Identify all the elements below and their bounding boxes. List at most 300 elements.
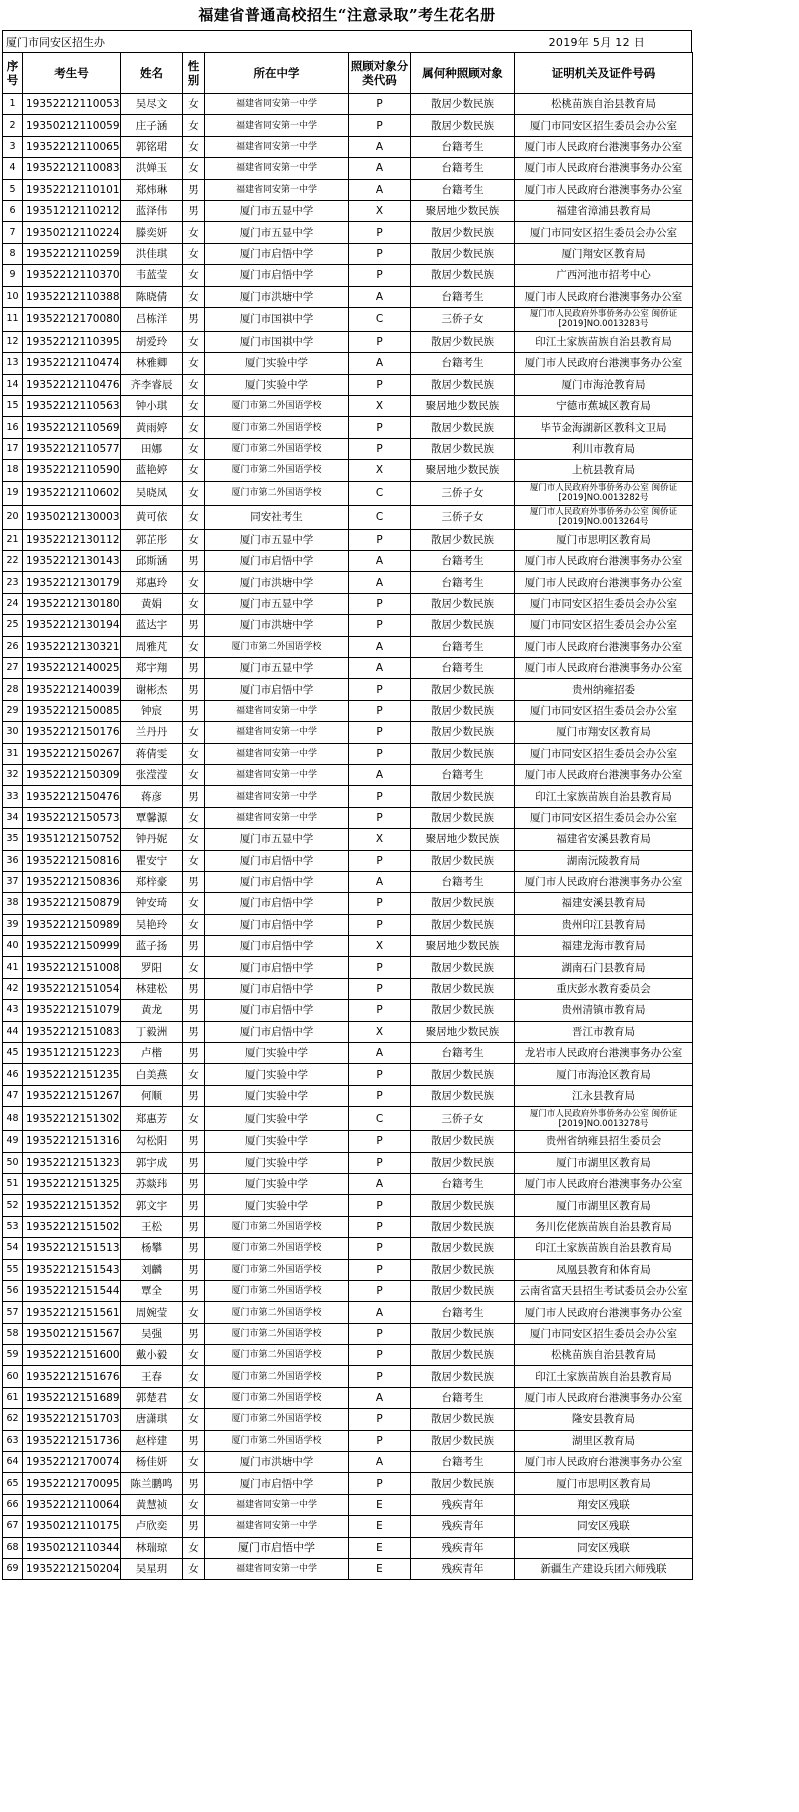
certifier: 江永县教育局 xyxy=(515,1085,693,1106)
care-code: A xyxy=(349,1043,411,1064)
student-name: 郭芷彤 xyxy=(121,529,183,550)
school-name: 福建省同安第一中学 xyxy=(205,700,349,721)
table-row xyxy=(3,1452,693,1473)
care-type: 散居少数民族 xyxy=(411,786,515,807)
exam-id: 19352212170074 xyxy=(23,1452,121,1473)
table-row xyxy=(3,505,693,529)
school-name: 厦门市启悟中学 xyxy=(205,1021,349,1042)
student-name: 吴尽文 xyxy=(121,94,183,115)
exam-id: 19352212170080 xyxy=(23,307,121,331)
student-name: 钟宸 xyxy=(121,700,183,721)
student-sex: 女 xyxy=(183,374,205,395)
care-type: 散居少数民族 xyxy=(411,438,515,459)
table-row xyxy=(3,1559,693,1580)
care-type: 散居少数民族 xyxy=(411,700,515,721)
row-number: 19 xyxy=(3,481,23,505)
student-name: 赵梓建 xyxy=(121,1430,183,1451)
school-name: 厦门市第二外国语学校 xyxy=(205,396,349,417)
certifier: 厦门市人民政府台港澳事务办公室 xyxy=(515,286,693,307)
row-number: 69 xyxy=(3,1559,23,1580)
school-name: 厦门市启悟中学 xyxy=(205,243,349,264)
table-row xyxy=(3,764,693,785)
care-code: P xyxy=(349,1152,411,1173)
exam-id: 19352212130180 xyxy=(23,593,121,614)
care-type: 聚居地少数民族 xyxy=(411,936,515,957)
row-number: 42 xyxy=(3,978,23,999)
exam-id: 19352212151736 xyxy=(23,1430,121,1451)
roster-body xyxy=(3,94,693,1580)
row-number: 68 xyxy=(3,1537,23,1558)
care-type: 台籍考生 xyxy=(411,1452,515,1473)
student-name: 卢楷 xyxy=(121,1043,183,1064)
school-name: 厦门市五显中学 xyxy=(205,222,349,243)
certifier: 厦门市人民政府外事侨务办公室 闽侨证[2019]NO.0013264号 xyxy=(515,505,693,529)
certifier: 厦门市同安区招生委员会办公室 xyxy=(515,615,693,636)
exam-id: 19352212150176 xyxy=(23,722,121,743)
student-name: 钟丹妮 xyxy=(121,829,183,850)
student-name: 郑炜琳 xyxy=(121,179,183,200)
row-number: 41 xyxy=(3,957,23,978)
table-row xyxy=(3,1387,693,1408)
student-sex: 女 xyxy=(183,1387,205,1408)
school-name: 福建省同安第一中学 xyxy=(205,743,349,764)
row-number: 6 xyxy=(3,200,23,221)
care-type: 散居少数民族 xyxy=(411,1238,515,1259)
care-code: P xyxy=(349,786,411,807)
care-type: 散居少数民族 xyxy=(411,1000,515,1021)
table-row xyxy=(3,657,693,678)
certifier: 贵州清镇市教育局 xyxy=(515,1000,693,1021)
student-sex: 女 xyxy=(183,396,205,417)
table-row xyxy=(3,136,693,157)
student-sex: 女 xyxy=(183,1302,205,1323)
student-sex: 男 xyxy=(183,1043,205,1064)
school-name: 厦门市国祺中学 xyxy=(205,307,349,331)
student-name: 周婉莹 xyxy=(121,1302,183,1323)
table-row xyxy=(3,1345,693,1366)
row-number: 38 xyxy=(3,893,23,914)
col-header-name: 姓名 xyxy=(121,53,183,94)
table-row xyxy=(3,396,693,417)
student-name: 郑惠芳 xyxy=(121,1107,183,1131)
row-number: 17 xyxy=(3,438,23,459)
school-name: 厦门市启悟中学 xyxy=(205,957,349,978)
row-number: 16 xyxy=(3,417,23,438)
certifier: 厦门市同安区招生委员会办公室 xyxy=(515,1323,693,1344)
care-code: P xyxy=(349,1409,411,1430)
certifier: 厦门市湖里区教育局 xyxy=(515,1152,693,1173)
office-date-bar xyxy=(2,30,692,52)
care-code: P xyxy=(349,265,411,286)
student-name: 吴强 xyxy=(121,1323,183,1344)
table-row xyxy=(3,1473,693,1494)
table-row xyxy=(3,481,693,505)
student-name: 周雅芃 xyxy=(121,636,183,657)
care-code: A xyxy=(349,1173,411,1194)
school-name: 厦门市第二外国语学校 xyxy=(205,1216,349,1237)
col-header-care-type: 属何种照顾对象 xyxy=(411,53,515,94)
exam-id: 19352212110395 xyxy=(23,331,121,352)
row-number: 46 xyxy=(3,1064,23,1085)
exam-id: 19350212110175 xyxy=(23,1516,121,1537)
care-type: 散居少数民族 xyxy=(411,850,515,871)
row-number: 36 xyxy=(3,850,23,871)
care-code: P xyxy=(349,1064,411,1085)
student-name: 戴小毅 xyxy=(121,1345,183,1366)
student-name: 郭楚君 xyxy=(121,1387,183,1408)
table-row xyxy=(3,417,693,438)
exam-id: 19352212151600 xyxy=(23,1345,121,1366)
certifier: 厦门市海沧区教育局 xyxy=(515,1064,693,1085)
exam-id: 19352212140039 xyxy=(23,679,121,700)
student-sex: 女 xyxy=(183,1064,205,1085)
row-number: 52 xyxy=(3,1195,23,1216)
school-name: 厦门市启悟中学 xyxy=(205,871,349,892)
certifier: 印江土家族苗族自治县教育局 xyxy=(515,786,693,807)
care-type: 台籍考生 xyxy=(411,572,515,593)
care-type: 聚居地少数民族 xyxy=(411,829,515,850)
exam-id: 19352212110602 xyxy=(23,481,121,505)
student-name: 韦蓝莹 xyxy=(121,265,183,286)
row-number: 2 xyxy=(3,115,23,136)
exam-id: 19352212151352 xyxy=(23,1195,121,1216)
row-number: 26 xyxy=(3,636,23,657)
care-type: 台籍考生 xyxy=(411,353,515,374)
exam-id: 19350212110224 xyxy=(23,222,121,243)
care-type: 散居少数民族 xyxy=(411,331,515,352)
student-sex: 女 xyxy=(183,572,205,593)
student-name: 郭铭珺 xyxy=(121,136,183,157)
care-type: 散居少数民族 xyxy=(411,1345,515,1366)
row-number: 61 xyxy=(3,1387,23,1408)
student-name: 庄子涵 xyxy=(121,115,183,136)
student-sex: 男 xyxy=(183,700,205,721)
exam-id: 19352212110064 xyxy=(23,1494,121,1515)
exam-id: 19352212150204 xyxy=(23,1559,121,1580)
care-code: P xyxy=(349,893,411,914)
student-name: 钟安琦 xyxy=(121,893,183,914)
certifier: 厦门市人民政府外事侨务办公室 闽侨证[2019]NO.0013278号 xyxy=(515,1107,693,1131)
school-name: 厦门市洪塘中学 xyxy=(205,615,349,636)
table-row xyxy=(3,374,693,395)
row-number: 67 xyxy=(3,1516,23,1537)
student-sex: 男 xyxy=(183,1238,205,1259)
student-sex: 男 xyxy=(183,179,205,200)
student-name: 覃馨源 xyxy=(121,807,183,828)
school-name: 厦门市启悟中学 xyxy=(205,265,349,286)
student-name: 林建松 xyxy=(121,978,183,999)
student-sex: 女 xyxy=(183,893,205,914)
student-name: 陈兰鹏鸣 xyxy=(121,1473,183,1494)
student-sex: 女 xyxy=(183,158,205,179)
care-type: 散居少数民族 xyxy=(411,115,515,136)
exam-id: 19352212130143 xyxy=(23,551,121,572)
care-code: A xyxy=(349,1302,411,1323)
exam-id: 19352212150573 xyxy=(23,807,121,828)
table-row xyxy=(3,1064,693,1085)
exam-id: 19352212110569 xyxy=(23,417,121,438)
student-sex: 女 xyxy=(183,136,205,157)
table-row xyxy=(3,529,693,550)
table-row xyxy=(3,1131,693,1152)
row-number: 21 xyxy=(3,529,23,550)
care-code: A xyxy=(349,1452,411,1473)
student-name: 郑宇翔 xyxy=(121,657,183,678)
student-sex: 女 xyxy=(183,505,205,529)
table-row xyxy=(3,460,693,481)
certifier: 湖南石门县教育局 xyxy=(515,957,693,978)
exam-id: 19352212110474 xyxy=(23,353,121,374)
certifier: 贵州纳雍招委 xyxy=(515,679,693,700)
school-name: 厦门市第二外国语学校 xyxy=(205,438,349,459)
student-sex: 女 xyxy=(183,1559,205,1580)
certifier: 湖里区教育局 xyxy=(515,1430,693,1451)
exam-id: 19352212151079 xyxy=(23,1000,121,1021)
certifier: 松桃苗族自治县教育局 xyxy=(515,1345,693,1366)
certifier: 厦门市人民政府台港澳事务办公室 xyxy=(515,179,693,200)
care-code: P xyxy=(349,978,411,999)
care-code: X xyxy=(349,936,411,957)
school-name: 厦门实验中学 xyxy=(205,1173,349,1194)
school-name: 厦门市第二外国语学校 xyxy=(205,417,349,438)
exam-id: 19352212151544 xyxy=(23,1280,121,1301)
care-code: P xyxy=(349,374,411,395)
care-code: P xyxy=(349,850,411,871)
school-name: 福建省同安第一中学 xyxy=(205,1494,349,1515)
certifier: 务川仡佬族苗族自治县教育局 xyxy=(515,1216,693,1237)
exam-id: 19352212151054 xyxy=(23,978,121,999)
care-type: 散居少数民族 xyxy=(411,1323,515,1344)
student-sex: 女 xyxy=(183,286,205,307)
document-date: 2019年 5月 12 日 xyxy=(548,35,645,49)
row-number: 33 xyxy=(3,786,23,807)
student-sex: 女 xyxy=(183,914,205,935)
table-row xyxy=(3,871,693,892)
care-type: 台籍考生 xyxy=(411,636,515,657)
exam-id: 19350212110059 xyxy=(23,115,121,136)
table-row xyxy=(3,94,693,115)
student-sex: 女 xyxy=(183,331,205,352)
care-code: C xyxy=(349,307,411,331)
care-code: X xyxy=(349,460,411,481)
exam-id: 19352212150267 xyxy=(23,743,121,764)
header-row xyxy=(3,53,693,94)
certifier: 贵州印江县教育局 xyxy=(515,914,693,935)
student-name: 黄慧祯 xyxy=(121,1494,183,1515)
care-code: E xyxy=(349,1516,411,1537)
row-number: 3 xyxy=(3,136,23,157)
student-sex: 男 xyxy=(183,978,205,999)
certifier: 厦门市人民政府台港澳事务办公室 xyxy=(515,636,693,657)
care-code: E xyxy=(349,1494,411,1515)
row-number: 14 xyxy=(3,374,23,395)
certifier: 松桃苗族自治县教育局 xyxy=(515,94,693,115)
care-type: 散居少数民族 xyxy=(411,374,515,395)
exam-id: 19352212151543 xyxy=(23,1259,121,1280)
student-sex: 男 xyxy=(183,1259,205,1280)
student-name: 黄可依 xyxy=(121,505,183,529)
care-code: A xyxy=(349,636,411,657)
table-row xyxy=(3,243,693,264)
student-sex: 女 xyxy=(183,636,205,657)
care-code: P xyxy=(349,679,411,700)
care-type: 散居少数民族 xyxy=(411,1195,515,1216)
student-sex: 女 xyxy=(183,593,205,614)
care-code: P xyxy=(349,1345,411,1366)
care-code: A xyxy=(349,657,411,678)
exam-id: 19351212151223 xyxy=(23,1043,121,1064)
care-code: A xyxy=(349,353,411,374)
certifier: 新疆生产建设兵团六师残联 xyxy=(515,1559,693,1580)
care-type: 台籍考生 xyxy=(411,158,515,179)
care-code: P xyxy=(349,957,411,978)
exam-id: 19352212151676 xyxy=(23,1366,121,1387)
care-code: A xyxy=(349,572,411,593)
exam-id: 19352212151008 xyxy=(23,957,121,978)
school-name: 厦门市启悟中学 xyxy=(205,850,349,871)
row-number: 48 xyxy=(3,1107,23,1131)
exam-id: 19352212151323 xyxy=(23,1152,121,1173)
exam-id: 19352212110053 xyxy=(23,94,121,115)
certifier: 厦门市同安区招生委员会办公室 xyxy=(515,115,693,136)
exam-id: 19352212150309 xyxy=(23,764,121,785)
care-code: P xyxy=(349,1000,411,1021)
table-row xyxy=(3,615,693,636)
table-row xyxy=(3,222,693,243)
care-code: X xyxy=(349,829,411,850)
table-row xyxy=(3,786,693,807)
certifier: 厦门市人民政府台港澳事务办公室 xyxy=(515,1302,693,1323)
student-sex: 女 xyxy=(183,1537,205,1558)
document-title: 福建省普通高校招生“注意录取”考生花名册 xyxy=(198,6,496,24)
table-row xyxy=(3,1195,693,1216)
care-type: 散居少数民族 xyxy=(411,914,515,935)
care-type: 三侨子女 xyxy=(411,481,515,505)
care-type: 散居少数民族 xyxy=(411,978,515,999)
certifier: 湖南沅陵教育局 xyxy=(515,850,693,871)
care-type: 台籍考生 xyxy=(411,179,515,200)
care-code: P xyxy=(349,1195,411,1216)
school-name: 厦门市第二外国语学校 xyxy=(205,1323,349,1344)
school-name: 厦门市洪塘中学 xyxy=(205,1452,349,1473)
exam-id: 19352212110590 xyxy=(23,460,121,481)
student-sex: 男 xyxy=(183,615,205,636)
certifier: 厦门市思明区教育局 xyxy=(515,1473,693,1494)
school-name: 厦门市洪塘中学 xyxy=(205,286,349,307)
care-type: 散居少数民族 xyxy=(411,417,515,438)
student-name: 苏燚玮 xyxy=(121,1173,183,1194)
care-type: 散居少数民族 xyxy=(411,1152,515,1173)
student-sex: 女 xyxy=(183,1366,205,1387)
student-sex: 女 xyxy=(183,807,205,828)
care-type: 残疾青年 xyxy=(411,1516,515,1537)
student-sex: 男 xyxy=(183,1323,205,1344)
certifier: 印江土家族苗族自治县教育局 xyxy=(515,331,693,352)
exam-id: 19352212150816 xyxy=(23,850,121,871)
exam-id: 19350212151567 xyxy=(23,1323,121,1344)
school-name: 福建省同安第一中学 xyxy=(205,1516,349,1537)
student-sex: 女 xyxy=(183,1452,205,1473)
certifier: 福建省漳浦县教育局 xyxy=(515,200,693,221)
certifier: 厦门市同安区招生委员会办公室 xyxy=(515,743,693,764)
care-type: 散居少数民族 xyxy=(411,1280,515,1301)
row-number: 57 xyxy=(3,1302,23,1323)
exam-id: 19352212170095 xyxy=(23,1473,121,1494)
care-type: 散居少数民族 xyxy=(411,593,515,614)
exam-id: 19352212110577 xyxy=(23,438,121,459)
school-name: 厦门市第二外国语学校 xyxy=(205,1280,349,1301)
school-name: 厦门市启悟中学 xyxy=(205,1000,349,1021)
school-name: 福建省同安第一中学 xyxy=(205,786,349,807)
care-type: 残疾青年 xyxy=(411,1537,515,1558)
student-name: 卢欣奕 xyxy=(121,1516,183,1537)
care-type: 散居少数民族 xyxy=(411,1064,515,1085)
table-row xyxy=(3,1409,693,1430)
care-code: P xyxy=(349,700,411,721)
care-type: 台籍考生 xyxy=(411,1043,515,1064)
school-name: 厦门市启悟中学 xyxy=(205,1537,349,1558)
student-sex: 女 xyxy=(183,764,205,785)
table-row xyxy=(3,1537,693,1558)
certifier: 厦门市人民政府台港澳事务办公室 xyxy=(515,158,693,179)
student-name: 洪婵玉 xyxy=(121,158,183,179)
row-number: 9 xyxy=(3,265,23,286)
care-code: A xyxy=(349,1387,411,1408)
row-number: 25 xyxy=(3,615,23,636)
row-number: 15 xyxy=(3,396,23,417)
care-code: P xyxy=(349,529,411,550)
certifier: 广西河池市招考中心 xyxy=(515,265,693,286)
row-number: 29 xyxy=(3,700,23,721)
table-row xyxy=(3,636,693,657)
row-number: 45 xyxy=(3,1043,23,1064)
table-row xyxy=(3,743,693,764)
care-code: P xyxy=(349,593,411,614)
row-number: 59 xyxy=(3,1345,23,1366)
certifier: 厦门市人民政府外事侨务办公室 闽侨证[2019]NO.0013282号 xyxy=(515,481,693,505)
row-number: 11 xyxy=(3,307,23,331)
student-name: 王松 xyxy=(121,1216,183,1237)
exam-id: 19352212110101 xyxy=(23,179,121,200)
school-name: 福建省同安第一中学 xyxy=(205,179,349,200)
exam-id: 19352212130112 xyxy=(23,529,121,550)
care-code: E xyxy=(349,1559,411,1580)
care-code: P xyxy=(349,331,411,352)
row-number: 4 xyxy=(3,158,23,179)
student-name: 唐潇琪 xyxy=(121,1409,183,1430)
exam-id: 19352212151513 xyxy=(23,1238,121,1259)
school-name: 厦门实验中学 xyxy=(205,1043,349,1064)
school-name: 厦门市启悟中学 xyxy=(205,1473,349,1494)
school-name: 厦门市启悟中学 xyxy=(205,914,349,935)
exam-id: 19352212151325 xyxy=(23,1173,121,1194)
school-name: 同安社考生 xyxy=(205,505,349,529)
col-header-no: 序号 xyxy=(3,53,23,94)
care-code: P xyxy=(349,115,411,136)
table-row xyxy=(3,1302,693,1323)
care-type: 散居少数民族 xyxy=(411,957,515,978)
school-name: 厦门市第二外国语学校 xyxy=(205,1345,349,1366)
table-row xyxy=(3,1173,693,1194)
exam-id: 19351212150752 xyxy=(23,829,121,850)
school-name: 福建省同安第一中学 xyxy=(205,1559,349,1580)
care-type: 台籍考生 xyxy=(411,764,515,785)
row-number: 12 xyxy=(3,331,23,352)
student-name: 蒋倩雯 xyxy=(121,743,183,764)
exam-id: 19350212130003 xyxy=(23,505,121,529)
certifier: 重庆彭水教育委员会 xyxy=(515,978,693,999)
table-row xyxy=(3,265,693,286)
